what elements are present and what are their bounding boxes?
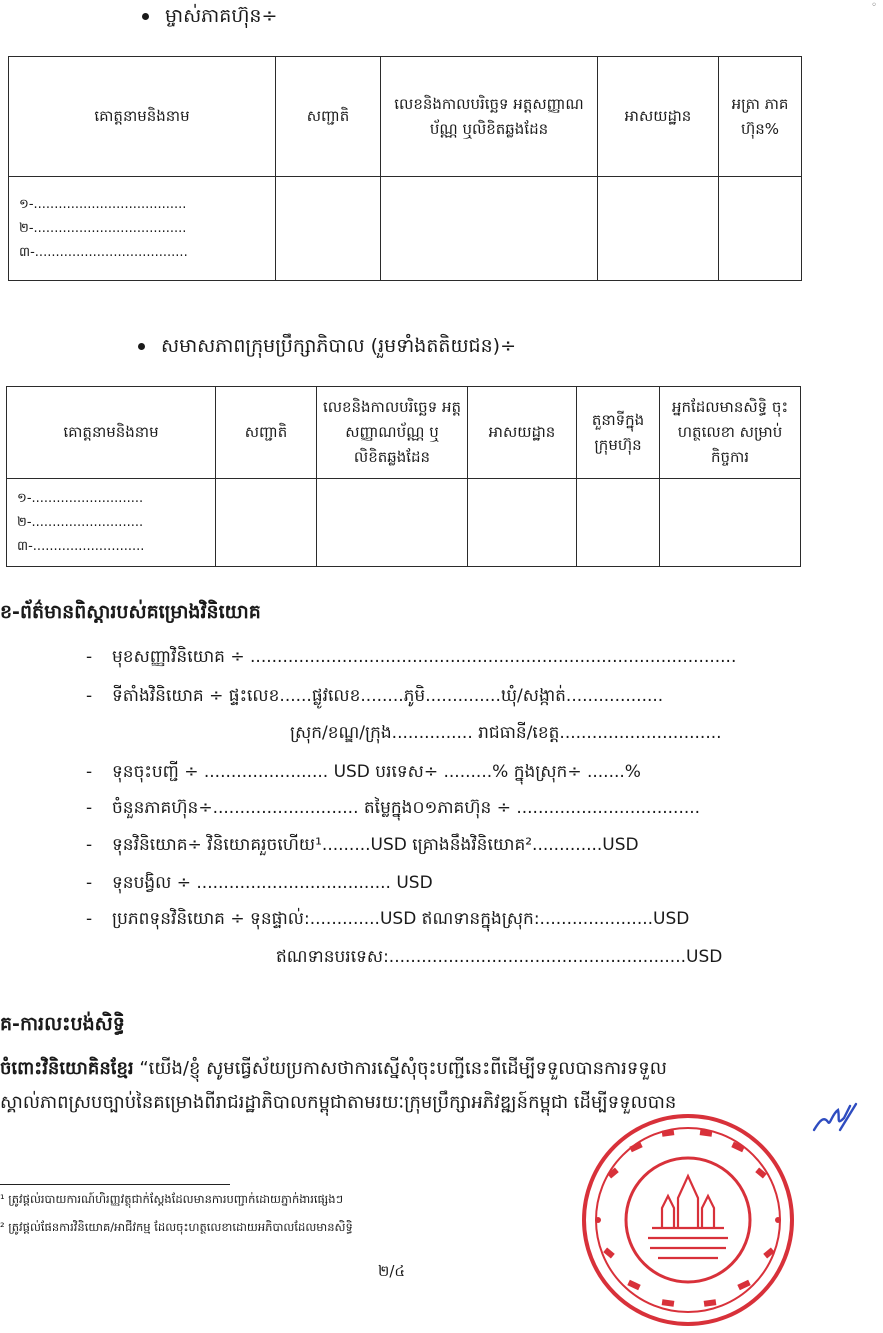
list-item: ៣-........................... xyxy=(17,538,145,554)
id-cell[interactable] xyxy=(317,479,468,567)
names-cell[interactable] xyxy=(9,177,276,281)
field-foreign-loan[interactable]: ឥណទានបរទេស:.......................................................USD xyxy=(276,947,723,967)
col-id: លេខនិងកាលបរិច្ឆេទ អត្តសញ្ញាណប័ណ្ណ ឬលិខិតឆ្លងដែន xyxy=(381,57,598,177)
signatory-cell[interactable] xyxy=(660,479,801,567)
col-address: អាសយដ្ឋាន xyxy=(468,387,577,479)
field-registered-capital[interactable]: - ទុនចុះបញ្ជី ÷ ....................... USD បរទេស÷ .........% ក្នុងស្រុក÷ .......% xyxy=(86,762,641,782)
field-working-capital[interactable]: - ទុនបង្វិល ÷ .................................... USD xyxy=(86,873,433,893)
table-row xyxy=(7,479,801,567)
bullet-dot-icon xyxy=(138,343,145,350)
nationality-cell[interactable] xyxy=(216,479,317,567)
waiver-text-line1: “យើង/ខ្ញុំ សូមធ្វើស័យប្រកាសថាការស្នើសុំចុះបញ្ជីនេះពីដើម្បីទទួលបានការទទួល xyxy=(133,1058,667,1079)
official-seal-icon xyxy=(578,1110,798,1330)
bullet-dot-icon xyxy=(142,13,149,20)
board-title: សមាសភាពក្រុមប្រឹក្សាភិបាល (រួមទាំងតតិយជន)÷ xyxy=(138,334,516,358)
waiver-lead: ចំពោះវិនិយោគិនខ្មែរ xyxy=(0,1058,134,1079)
table-row xyxy=(9,177,802,281)
address-cell[interactable] xyxy=(468,479,577,567)
shareholders-table xyxy=(8,56,802,281)
id-cell[interactable] xyxy=(381,177,598,281)
names-cell[interactable] xyxy=(7,479,216,567)
list-item: ២-..................................... xyxy=(19,220,187,236)
col-share-rate: អត្រា ភាគហ៊ុន% xyxy=(719,57,802,177)
section-g-heading: គ-ការលះបង់សិទ្ធិ xyxy=(0,1013,125,1035)
list-item: ១-........................... xyxy=(17,490,144,506)
corner-mark: ◦ xyxy=(871,0,877,11)
share-rate-cell[interactable] xyxy=(719,177,802,281)
field-investment-subject[interactable]: - មុខសញ្ញាវិនិយោគ ÷ .......................................................................................... xyxy=(86,647,737,667)
footnote-1: ¹ ត្រូវផ្តល់របាយការណ៍ហិរញ្ញវត្ថុជាក់ស្តែងដែលមានការបញ្ជាក់ដោយភ្នាក់ងារផ្សេងៗ xyxy=(0,1192,344,1206)
signature-icon xyxy=(810,1096,862,1140)
footnote-2: ² ត្រូវផ្តល់ផែនការវិនិយោគ/អាជីវកម្ម ដែលចុះហត្ថលេខាដោយអភិបាលដែលមានសិទ្ធិ xyxy=(0,1220,353,1234)
list-item: ២-........................... xyxy=(17,514,144,530)
field-location-district[interactable]: ស្រុក/ខណ្ឌ/ក្រុង............... រាជធានី/ខេត្ត.............................. xyxy=(290,723,722,743)
role-cell[interactable] xyxy=(577,479,660,567)
col-id: លេខនិងកាលបរិច្ឆេទ អត្តសញ្ញាណប័ណ្ណ ឬលិខិតឆ្លងដែន xyxy=(317,387,468,479)
col-role: តួនាទីក្នុង ក្រុមហ៊ុន xyxy=(577,387,660,479)
col-nationality: សញ្ជាតិ xyxy=(216,387,317,479)
list-item: ៣-..................................... xyxy=(19,244,188,260)
footnote-divider xyxy=(0,1184,230,1185)
col-name: គោត្តនាមនិងនាម xyxy=(9,57,276,177)
col-signatory: អ្នកដែលមានសិទ្ធិ ចុះហត្ថលេខា សម្រាប់កិច្ចការ xyxy=(660,387,801,479)
list-item: ១-..................................... xyxy=(19,196,187,212)
field-investment-capital[interactable]: - ទុនវិនិយោគ÷ វិនិយោគរួចហើយ¹.........USD គ្រោងនឹងវិនិយោគ².............USD xyxy=(86,835,639,855)
shareholders-title: ម្ចាស់ភាគហ៊ុន÷ xyxy=(142,4,277,28)
waiver-text-line2: ស្គាល់ភាពស្របច្បាប់នៃគម្រោងពីរាជរដ្ឋាភិបាលកម្ពុជាតាមរយៈក្រុមប្រឹក្សាអភិវឌ្ឍន៍កម្ពុជា ដើម្បីទទួលបាន xyxy=(0,1092,677,1113)
board-table xyxy=(6,386,801,567)
page-number: ២/៤ xyxy=(378,1262,406,1280)
col-address: អាសយដ្ឋាន xyxy=(598,57,719,177)
col-nationality: សញ្ជាតិ xyxy=(276,57,381,177)
section-kh-heading: ខ-ព័ត៌មានពិស្តារបស់គម្រោងវិនិយោគ xyxy=(0,601,261,623)
field-capital-source[interactable]: - ប្រភពទុនវិនិយោគ ÷ ទុនផ្ទាល់:.............USD ឥណទានក្នុងស្រុក:.....................USD xyxy=(86,909,690,929)
field-investment-location[interactable]: - ទីតាំងវិនិយោគ ÷ ផ្ទះលេខ......ផ្លូវលេខ........ភូមិ..............ឃុំ/សង្កាត់.................. xyxy=(86,686,664,706)
field-share-count[interactable]: - ចំនួនភាគហ៊ុន÷........................... តម្លៃក្នុង០១ភាគហ៊ុន ÷ .................................. xyxy=(86,798,701,818)
col-name: គោត្តនាមនិងនាម xyxy=(7,387,216,479)
nationality-cell[interactable] xyxy=(276,177,381,281)
address-cell[interactable] xyxy=(598,177,719,281)
